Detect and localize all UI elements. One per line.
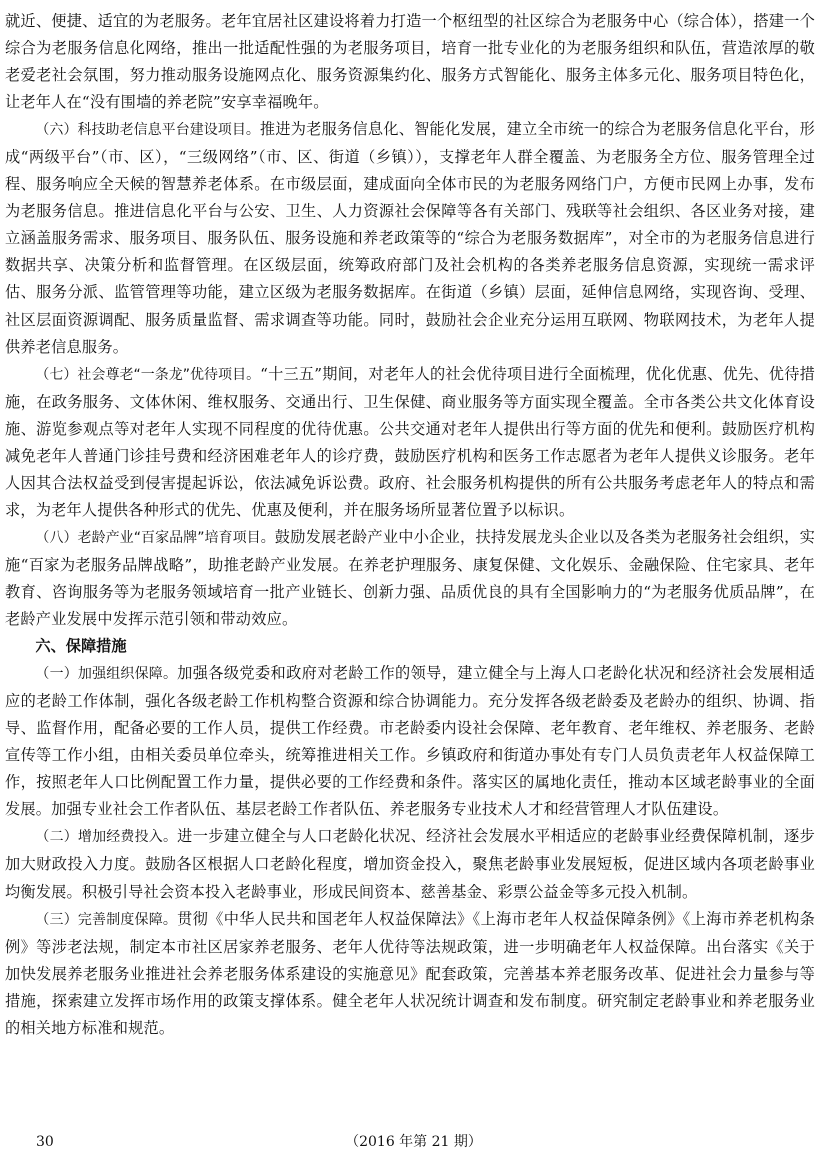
project-7-paragraph [5,361,815,524]
measure-3-body: 贯彻《中华人民共和国老年人权益保障法》《上海市老年人权益保障条例》《上海市养老机构条例》等涉老法规，制定本市社区居家养老服务、老年人优待等法规政策，进一步明确老年人权益保障。出台落实《关于加快发展养老服务业推进社会养老服务体系建设的实施意见》配套政策，完善基本养老服务改革、促进社会力量参与等措施，探索建立发挥市场作用的政策支撑体系。健全老年人状况统计调查和发布制度。研究制定老龄事业和养老服务业的相关地方标准和规范。 [5,909,816,1037]
intro-paragraph: 就近、便捷、适宜的为老服务。老年宜居社区建设将着力打造一个枢纽型的社区综合为老服务中心（综合体），搭建一个综合为老服务信息化网络，推出一批适配性强的为老服务项目，培育一批专业化的为老服务组织和队伍，营造浓厚的敬老爱老社会氛围，努力推动服务设施网点化、服务资源集约化、服务方式智能化、服务主体多元化、服务项目特色化，让老年人在“没有围墙的养老院”安享幸福晚年。 [5,12,815,112]
article-body [5,8,815,1042]
measure-1-lead: （一）加强组织保障。 [35,666,178,683]
project-6-paragraph [5,116,815,360]
project-8-body: 鼓励发展老龄产业中小企业，扶持发展龙头企业以及各类为老服务社会组织，实施“百家为老服务品牌战略”，助推老龄产业发展。在养老护理服务、康复保健、文化娱乐、金融保险、住宅家具、老年教育、咨询服务等为老服务领域培育一批产业链长、创新力强、品质优良的具有全国影响力的“为老服务优质品牌”，在老龄产业发展中发挥示范引领和带动效应。 [5,527,815,629]
issue-label: （2016 年第 21 期） [345,1134,482,1150]
measure-1-body: 加强各级党委和政府对老龄工作的领导，建立健全与上海人口老龄化状况和经济社会发展相适应的老龄工作体制，强化各级老龄工作机构整合资源和综合协调能力。充分发挥各级老龄委及老龄办的组织、协调、指导、监督作用，配备必要的工作人员，提供工作经费。市老龄委内设社会保障、老年教育、老年维权、养老服务、老龄宣传等工作小组，由相关委员单位牵头，统筹推进相关工作。乡镇政府和街道办事处有专门人员负责老年人权益保障工作，按照老年人口比例配置工作力量，提供必要的工作经费和条件。落实区的属地化责任，推动本区域老龄事业的全面发展。加强专业社会工作者队伍、基层老龄工作者队伍、养老服务专业技术人才和经营管理人才队伍建设。 [5,664,816,819]
project-7-lead: （七）社会尊老“一条龙”优待项目。 [35,366,261,383]
measure-2-body: 进一步建立健全与人口老龄化状况、经济社会发展水平相适应的老龄事业经费保障机制，逐步加大财政投入力度。鼓励各区根据人口老龄化程度，增加资金投入，聚焦老龄事业发展短板，促进区域内各项老龄事业均衡发展。积极引导社会资本投入老龄事业，形成民间资本、慈善基金、彩票公益金等多元投入机制。 [5,827,816,901]
measure-3-lead: （三）完善制度保障。 [35,911,178,928]
section-heading: 六、保障措施 [35,637,127,656]
project-7-body: “十三五”期间，对老年人的社会优待项目进行全面梳理，优化优惠、优先、优待措施，在政务服务、文体休闲、维权服务、交通出行、卫生保健、商业服务等方面实现全覆盖。全市各类公共文化体育设施、游览参观点等对老年人实现不同程度的优待优惠。公共交通对老年人提供出行等方面的优先和便利。鼓励医疗机构减免老年人普通门诊挂号费和经济困难老年人的诊疗费，鼓励医疗机构和医务工作志愿者为老年人提供义诊服务。老年人因其合法权益受到侵害提起诉讼，依法减免诉讼费。政府、社会服务机构提供的所有公共服务考虑老年人的特点和需求，为老年人提供各种形式的优先、优惠及便利，并在服务场所显著位置予以标识。 [5,364,815,519]
measure-2-lead: （二）增加经费投入。 [35,829,178,846]
measure-2-paragraph [5,823,815,905]
project-8-paragraph [5,524,815,633]
page-number: 30 [36,1134,54,1150]
measure-3-paragraph [5,906,815,1042]
project-8-lead: （八）老龄产业“百家品牌”培育项目。 [35,529,275,546]
page-footer [0,1130,827,1154]
project-6-lead: （六）科技助老信息平台建设项目。 [35,122,260,139]
project-6-body: 推进为老服务信息化、智能化发展，建立全市统一的综合为老服务信息化平台，形成“两级平台”（市、区），“三级网络”（市、区、街道（乡镇）），支撑老年人群全覆盖、为老服务全方位、服务管理全过程、服务响应全天候的智慧养老体系。在市级层面，建成面向全体市民的为老服务网络门户，方便市民网上办事，发布为老服务信息。推进信息化平台与公安、卫生、人力资源社会保障等各有关部门、残联等社会组织、各区业务对接，建立涵盖服务需求、服务项目、服务队伍、服务设施和养老政策等的“综合为老服务数据库”，对全市的为老服务信息进行数据共享、决策分析和监督管理。在区级层面，统筹政府部门及社会机构的各类养老服务信息资源，实现统一需求评估、服务分派、监管管理等功能，建立区级为老服务数据库。在街道（乡镇）层面，延伸信息网络，实现咨询、受理、社区层面资源调配、服务质量监督、需求调查等功能。同时，鼓励社会企业充分运用互联网、物联网技术，为老年人提供养老信息服务。 [5,120,816,356]
measure-1-paragraph [5,660,815,823]
